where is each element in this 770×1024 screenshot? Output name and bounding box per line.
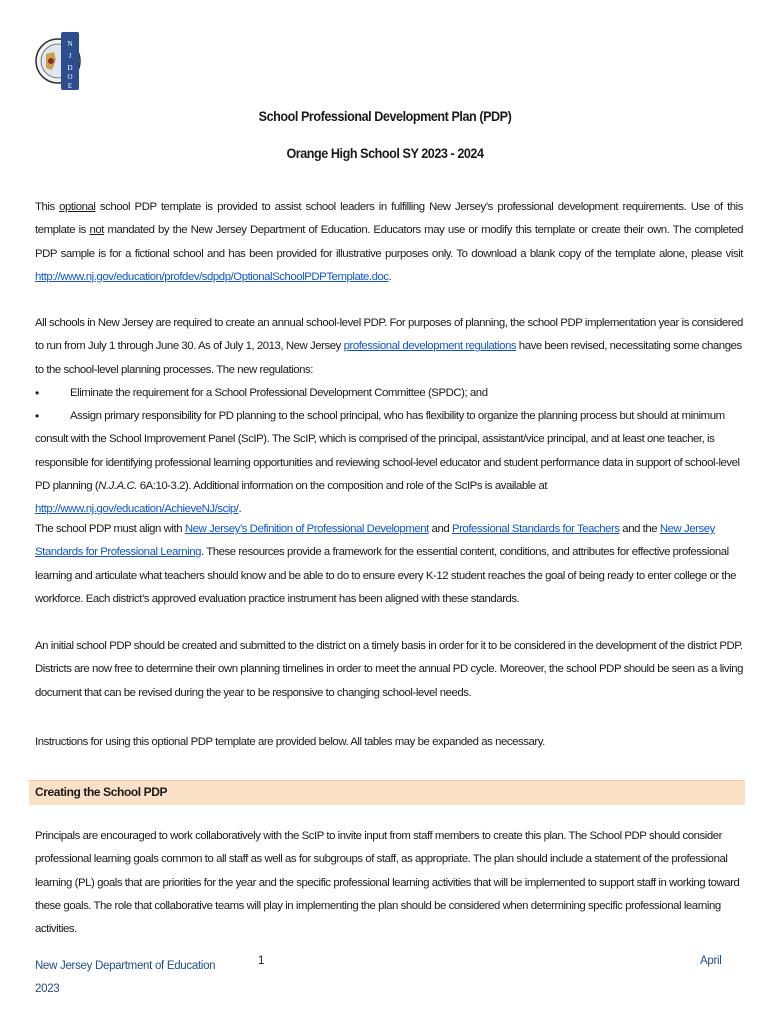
footer-year: 2023 (35, 983, 60, 995)
bullet-2-end: 6A:10-3.2). Additional information on the composition and role of the ScIPs is available at (136, 480, 548, 493)
njac-citation: N.J.A.C. (98, 480, 137, 493)
initial-plan-paragraph: An initial school PDP should be created and submitted to the district on a timely basis in order for it to be considered in the development of the district PDP. Districts are now free to determine their own planning timelines in order to meet the annual PD cycle. Moreover, the school PDP should be seen as a living document that can be revised during the year to be responsive to changing school-level needs. (35, 640, 743, 699)
footer-org-name: New Jersey Department of Education (35, 960, 216, 972)
regulation-bullet-1 (35, 382, 743, 405)
page-number: 1 (258, 955, 265, 967)
document-subtitle: Orange High School SY 2023 - 2024 (286, 145, 484, 161)
not-word: not (89, 224, 104, 237)
creating-pdp-paragraph: Principals are encouraged to work collaboratively with the ScIP to invite input from staff members to create this plan. The School PDP should consider professional learning goals common to all staff as well as for subgroups of staff, as appropriate. The plan should include a statement of the professional learning (PL) goals that are priorities for the year and the specific professional learning activities that will be implemented to support staff in working toward these goals. The role that collaborative teams will play in implementing the plan should be considered when determining specific professional learning activities. (35, 830, 740, 936)
intro-paragraph (35, 196, 743, 289)
intro-text-2: school PDP template is provided to assist school leaders in fulfilling New Jersey’s professional development requirements. Use of this template is (35, 201, 743, 237)
bullet-1-text: Eliminate the requirement for a School Professional Development Committee (SPDC); and (70, 386, 488, 399)
intro-text-3: mandated by the New Jersey Department of Education. Educators may use or modify this template or create their own. The completed PDP sample is for a fictional school and has been provided for illustrative purposes only. To download a blank copy of the template alone, please visit (35, 224, 743, 260)
alignment-text-1: The school PDP must align with (35, 523, 185, 535)
regulation-bullet-2 (35, 405, 743, 521)
footer-month: April (700, 955, 722, 967)
professional-standards-link[interactable]: Professional Standards for Teachers (451, 523, 620, 535)
requirements-text-1: All schools in New Jersey are required to create an annual school-level PDP. For purposes of planning, the school PDP implementation year is considered to run from July 1 through June 30. As of July 1, 2013, New Jersey (35, 317, 743, 353)
intro-text-1: This (35, 201, 60, 213)
scip-link[interactable]: http://www.nj.gov/education/AchieveNJ/scip/ (35, 503, 239, 516)
svg-text:O: O (67, 73, 73, 81)
alignment-text-3: and the (619, 523, 660, 535)
alignment-text-4: . These resources provide a framework for the essential content, conditions, and attributes for effective professional learning and articulate what teachers should know and be able to do to ensure every K-12 student reaches the goal of being ready to enter college or the workforce. Each district’s approved evaluation practice instrument has been aligned with these standards. (35, 546, 736, 605)
bullet-2-text: Assign primary responsibility for PD planning to the school principal, who has flexibility to organize the planning process but should at minimum consult with the School Improvement Panel (ScIP). The ScIP, which is comprised of the principal, assistant/vice principal, and at least one teacher, is responsible for identifying professional learning opportunities and reviewing school-level educator and student performance data in support of school-level PD planning ( (35, 410, 740, 493)
nj-standards-pl-link[interactable]: New Jersey Standards for Professional Learning (35, 523, 715, 559)
nj-doe-seal-logo (34, 26, 82, 96)
section-title: Creating the School PDP (35, 785, 168, 799)
footer-organization (35, 955, 235, 1001)
bullet-2-period: . (238, 503, 242, 516)
svg-text:J: J (68, 52, 72, 60)
svg-text:E: E (67, 82, 73, 90)
svg-text:N: N (67, 40, 73, 48)
requirements-paragraph (35, 312, 743, 522)
alignment-paragraph (35, 518, 743, 611)
requirements-text-2: have been revised, necessitating some changes to the school-level planning processes. The new regulations: (35, 340, 742, 376)
pd-regulations-link[interactable]: professional development regulations (343, 340, 517, 353)
intro-text-4: . (388, 270, 392, 283)
svg-text:D: D (67, 64, 73, 72)
document-title: School Professional Development Plan (PDP) (258, 108, 512, 124)
section-header-bar (29, 780, 745, 805)
optional-word: optional (59, 201, 96, 213)
nj-definition-pd-link[interactable]: New Jersey’s Definition of Professional Development (184, 523, 429, 535)
template-download-link[interactable]: http://www.nj.gov/education/profdev/sdpdp/OptionalSchoolPDPTemplate.doc (35, 270, 389, 283)
alignment-text-2: and (428, 523, 452, 535)
instructions-paragraph: Instructions for using this optional PDP template are provided below. All tables may be expanded as necessary. (35, 736, 545, 748)
